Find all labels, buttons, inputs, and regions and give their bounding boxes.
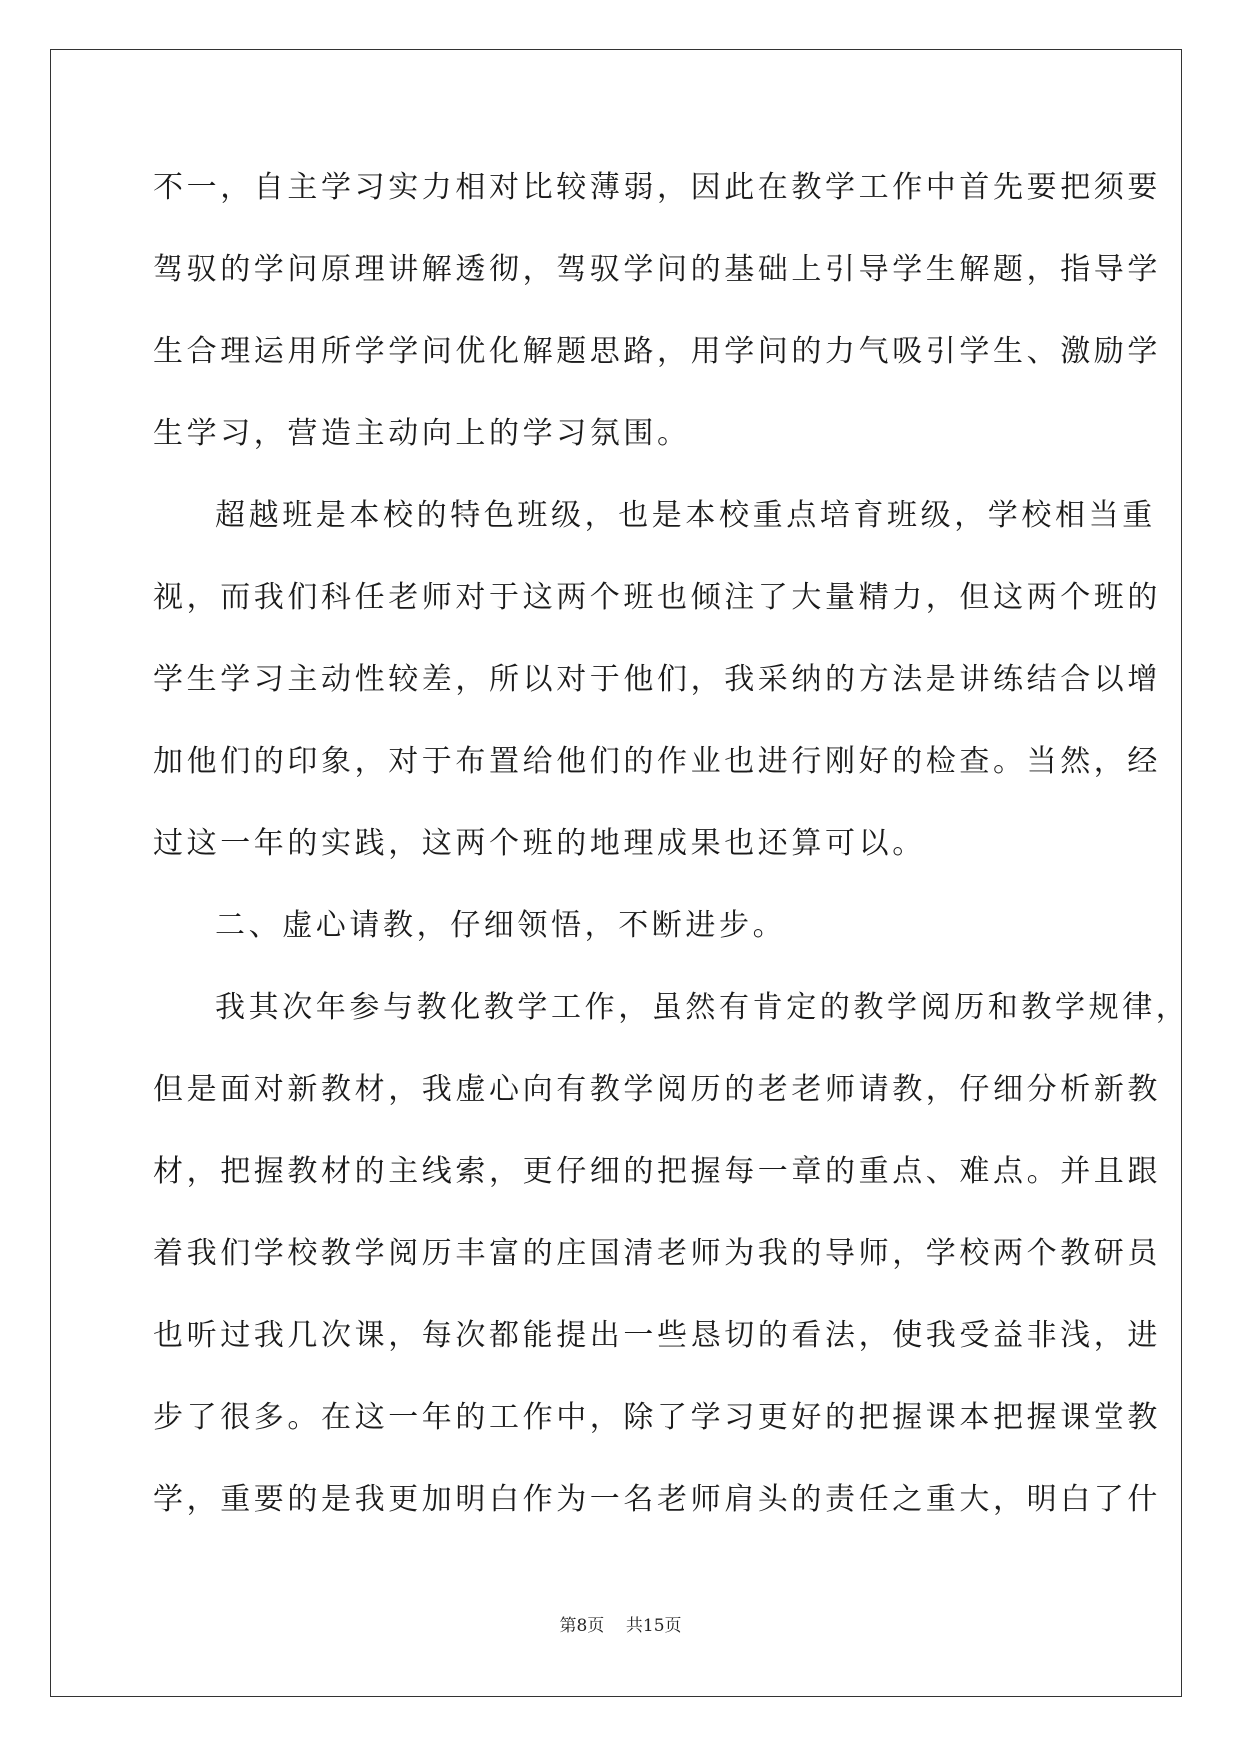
text-line: 学生学习主动性较差，所以对于他们，我采纳的方法是讲练结合以增 [153, 662, 1161, 697]
text-line: 超越班是本校的特色班级，也是本校重点培育班级，学校相当重 [215, 498, 1156, 533]
text-line: 驾驭的学问原理讲解透彻，驾驭学问的基础上引导学生解题，指导学 [153, 252, 1161, 287]
text-line: 也听过我几次课，每次都能提出一些恳切的看法，使我受益非浅，进 [153, 1318, 1161, 1353]
document-body [153, 158, 1190, 1552]
text-line: 但是面对新教材，我虚心向有教学阅历的老老师请教，仔细分析新教 [153, 1072, 1161, 1107]
section-heading: 二、虚心请教，仔细领悟，不断进步。 [215, 908, 787, 943]
text-line: 材，把握教材的主线索，更仔细的把握每一章的重点、难点。并且跟 [153, 1154, 1161, 1189]
text-line: 学，重要的是我更加明白作为一名老师肩头的责任之重大，明白了什 [153, 1482, 1161, 1517]
page-number: 第8页 [559, 1616, 605, 1636]
text-line: 我其次年参与教化教学工作，虽然有肯定的教学阅历和教学规律， [215, 990, 1190, 1025]
text-line: 生学习，营造主动向上的学习氛围。 [153, 416, 691, 451]
text-line: 不一，自主学习实力相对比较薄弱，因此在教学工作中首先要把须要 [153, 170, 1161, 205]
text-line: 步了很多。在这一年的工作中，除了学习更好的把握课本把握课堂教 [153, 1400, 1161, 1435]
text-line: 生合理运用所学学问优化解题思路，用学问的力气吸引学生、激励学 [153, 334, 1161, 369]
page-footer [0, 1611, 1241, 1636]
text-line: 加他们的印象，对于布置给他们的作业也进行刚好的检查。当然，经 [153, 744, 1161, 779]
page-total: 共15页 [625, 1616, 682, 1636]
text-line: 视，而我们科任老师对于这两个班也倾注了大量精力，但这两个班的 [153, 580, 1161, 615]
text-line: 过这一年的实践，这两个班的地理成果也还算可以。 [153, 826, 926, 861]
text-line: 着我们学校教学阅历丰富的庄国清老师为我的导师，学校两个教研员 [153, 1236, 1161, 1271]
